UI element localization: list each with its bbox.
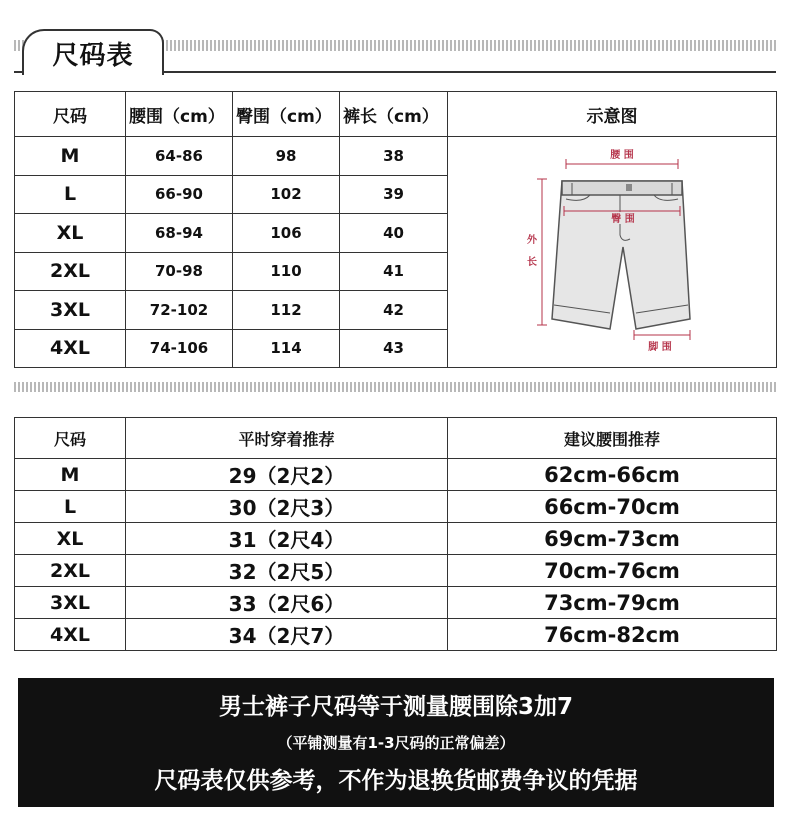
title-tab bbox=[22, 29, 164, 75]
shorts-body bbox=[552, 181, 690, 329]
notes-banner bbox=[18, 678, 774, 807]
daily-wear-cell: 34（2尺7） bbox=[126, 619, 448, 651]
note-formula: 男士裤子尺码等于测量腰围除3加7 bbox=[218, 694, 573, 720]
hip-cell: 98 bbox=[233, 137, 340, 176]
hip-cell: 106 bbox=[233, 214, 340, 253]
size-cell: XL bbox=[15, 214, 126, 253]
length-label-top: 外 bbox=[527, 235, 537, 246]
size-cell: 2XL bbox=[15, 555, 126, 587]
size-table bbox=[14, 91, 777, 368]
size-cell: 3XL bbox=[15, 291, 126, 330]
length-cell: 40 bbox=[340, 214, 448, 253]
hip-cell: 102 bbox=[233, 175, 340, 214]
size-cell: XL bbox=[15, 523, 126, 555]
table-row bbox=[15, 523, 777, 555]
header-waist: 腰围（cm） bbox=[126, 92, 233, 137]
suggested-waist-cell: 76cm-82cm bbox=[448, 619, 777, 651]
hip-cell: 110 bbox=[233, 252, 340, 291]
hem-label: 脚 围 bbox=[648, 342, 672, 353]
waist-label: 腰 围 bbox=[610, 150, 634, 161]
table-row bbox=[15, 491, 777, 523]
note-disclaimer: 尺码表仅供参考，不作为退换货邮费争议的凭据 bbox=[154, 768, 638, 794]
suggested-waist-cell: 62cm-66cm bbox=[448, 459, 777, 491]
hip-label: 臀 围 bbox=[611, 214, 635, 225]
header-size: 尺码 bbox=[15, 92, 126, 137]
waist-cell: 74-106 bbox=[126, 329, 233, 368]
shorts-diagram bbox=[448, 137, 777, 368]
waist-cell: 66-90 bbox=[126, 175, 233, 214]
daily-wear-cell: 30（2尺3） bbox=[126, 491, 448, 523]
table-row bbox=[15, 459, 777, 491]
size-cell: M bbox=[15, 459, 126, 491]
suggested-waist-cell: 70cm-76cm bbox=[448, 555, 777, 587]
shorts-diagram-svg bbox=[448, 139, 777, 361]
table-row bbox=[15, 555, 777, 587]
suggested-waist-cell: 73cm-79cm bbox=[448, 587, 777, 619]
table-row bbox=[15, 137, 777, 176]
size-cell: 4XL bbox=[15, 329, 126, 368]
waist-cell: 72-102 bbox=[126, 291, 233, 330]
recommend-table bbox=[14, 417, 777, 651]
length-cell: 42 bbox=[340, 291, 448, 330]
length-cell: 41 bbox=[340, 252, 448, 291]
waist-cell: 64-86 bbox=[126, 137, 233, 176]
header-length: 裤长（cm） bbox=[340, 92, 448, 137]
recommend-table-header bbox=[15, 418, 777, 459]
size-cell: 4XL bbox=[15, 619, 126, 651]
daily-wear-cell: 29（2尺2） bbox=[126, 459, 448, 491]
header-daily-wear: 平时穿着推荐 bbox=[126, 418, 448, 459]
length-cell: 43 bbox=[340, 329, 448, 368]
size-table-header bbox=[15, 92, 777, 137]
table-row bbox=[15, 619, 777, 651]
size-cell: L bbox=[15, 175, 126, 214]
daily-wear-cell: 32（2尺5） bbox=[126, 555, 448, 587]
note-deviation: （平铺测量有1-3尺码的正常偏差） bbox=[277, 734, 515, 752]
suggested-waist-cell: 66cm-70cm bbox=[448, 491, 777, 523]
size-cell: 2XL bbox=[15, 252, 126, 291]
header-hip: 臀围（cm） bbox=[233, 92, 340, 137]
size-cell: 3XL bbox=[15, 587, 126, 619]
daily-wear-cell: 33（2尺6） bbox=[126, 587, 448, 619]
size-cell: M bbox=[15, 137, 126, 176]
length-label-bottom: 长 bbox=[527, 257, 537, 268]
header-size: 尺码 bbox=[15, 418, 126, 459]
hip-cell: 114 bbox=[233, 329, 340, 368]
waist-cell: 68-94 bbox=[126, 214, 233, 253]
size-cell: L bbox=[15, 491, 126, 523]
table-row bbox=[15, 587, 777, 619]
page-title: 尺码表 bbox=[52, 40, 134, 71]
waist-cell: 70-98 bbox=[126, 252, 233, 291]
shorts-waistband bbox=[562, 181, 682, 195]
decorative-hatch-band bbox=[14, 382, 776, 392]
hip-cell: 112 bbox=[233, 291, 340, 330]
header-suggested-waist: 建议腰围推荐 bbox=[448, 418, 777, 459]
length-cell: 39 bbox=[340, 175, 448, 214]
length-cell: 38 bbox=[340, 137, 448, 176]
header-diagram: 示意图 bbox=[448, 92, 777, 137]
daily-wear-cell: 31（2尺4） bbox=[126, 523, 448, 555]
suggested-waist-cell: 69cm-73cm bbox=[448, 523, 777, 555]
